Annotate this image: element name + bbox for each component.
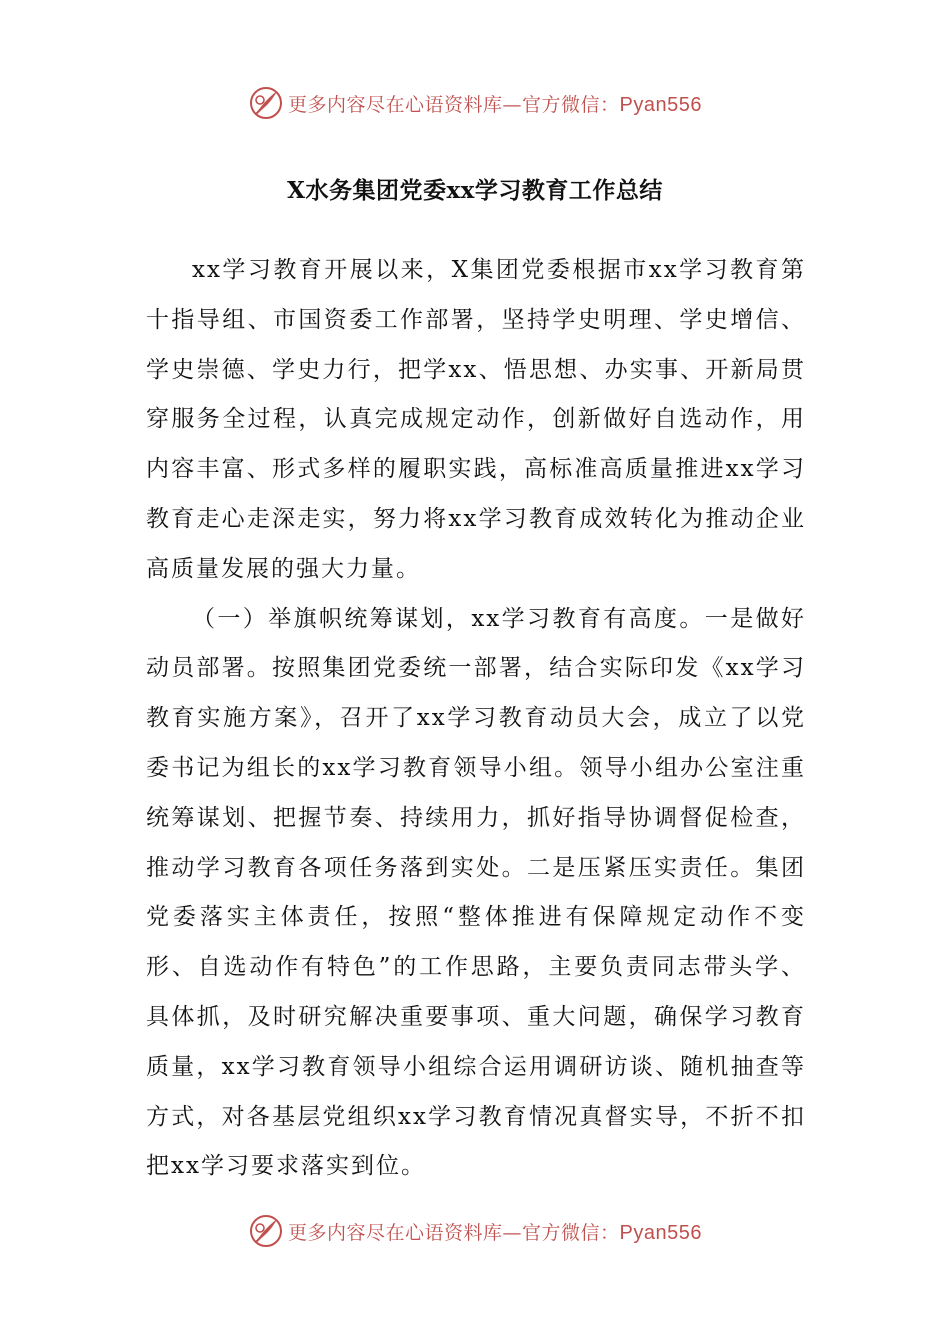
watermark-banner-top xyxy=(0,81,950,125)
watermark-text: 更多内容尽在心语资料库—官方微信：Pyan556 xyxy=(288,1221,702,1244)
watermark-text: 更多内容尽在心语资料库—官方微信：Pyan556 xyxy=(288,93,702,116)
quill-pen-icon xyxy=(248,85,284,121)
wechat-id: Pyan556 xyxy=(619,1221,702,1244)
wechat-id: Pyan556 xyxy=(619,93,702,116)
document-body xyxy=(146,246,806,1192)
watermark-banner-bottom xyxy=(0,1209,950,1253)
document-title: X水务集团党委xx学习教育工作总结 xyxy=(287,177,663,204)
paragraph-section-1: （一）举旗帜统筹谋划，xx学习教育有高度。一是做好动员部署。按照集团党委统一部署，结合实际印发《xx学习教育实施方案》，召开了xx学习教育动员大会，成立了以党委书记为组长的xx学习教育领导小组。领导小组办公室注重统筹谋划、把握节奏、持续用力，抓好指导协调督促检查，推动学习教育各项任务落到实处。二是压紧压实责任。集团党委落实主体责任，按照“整体推进有保障规定动作不变形、自选动作有特色”的工作思路，主要负责同志带头学、具体抓，及时研究解决重要事项、重大问题，确保学习教育质量，xx学习教育领导小组综合运用调研访谈、随机抽查等方式，对各基层党组织xx学习教育情况真督实导，不折不扣把xx学习要求落实到位。 xyxy=(146,605,806,1180)
paragraph-intro: xx学习教育开展以来，X集团党委根据市xx学习教育第十指导组、市国资委工作部署，坚持学史明理、学史增信、学史崇德、学史力行，把学xx、悟思想、办实事、开新局贯穿服务全过程，认真完成规定动作，创新做好自选动作，用内容丰富、形式多样的履职实践，高标准高质量推进xx学习教育走心走深走实，努力将xx学习教育成效转化为推动企业高质量发展的强大力量。 xyxy=(146,257,806,582)
quill-pen-icon xyxy=(248,1213,284,1249)
